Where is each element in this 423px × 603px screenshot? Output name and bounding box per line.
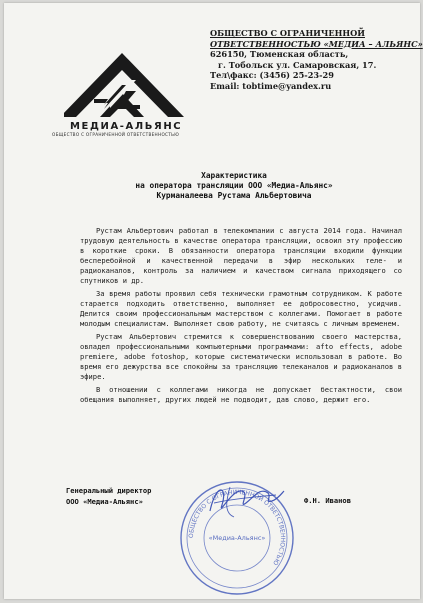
title-line-3: Курманалеева Рустама Альбертовича [156,191,312,200]
company-address-2: г. Тобольск ул. Самаровская, 17. [218,59,377,70]
company-stamp-icon [172,473,302,603]
stamp-ring-text: ОБЩЕСТВО С ОГРАНИЧЕННОЙ ОТВЕТСТВЕННОСТЬЮ [187,488,287,567]
company-line-2: ОТВЕТСТВЕННОСТЬЮ «МЕДИА – АЛЬЯНС» [210,38,423,49]
signatory-position: Генеральный директор [66,486,152,495]
signatory-name: Ф.Н. Иванов [304,496,351,505]
company-address-1: 626150, Тюменская область, [210,49,349,60]
document-body [80,226,402,408]
document-sheet [4,3,423,599]
company-phone: Тел\факс: (3456) 25-23-29 [210,70,334,81]
document-title [84,171,384,201]
company-line-1: ОБЩЕСТВО С ОГРАНИЧЕННОЙ [210,28,365,38]
title-line-2: на оператора трансляции ООО «Медиа-Альянс» [135,181,333,190]
stamp-center-text: «Медиа-Альянс» [208,534,266,542]
paragraph-3: Рустам Альбертович стремится к совершенствованию своего мастерства, овладел профессиональными компьютерными программами: afto effects, adobe premiere, adobe fotoshop, которые систематически использовал в работе. Во время его дежурства все спокойны за трансляцию телеканалов и радиоканалов в эфире. [80,332,402,381]
signatory-block [66,486,151,507]
paragraph-2: За время работы проявил себя технически грамотным сотрудником. К работе старается подходить ответственно, выполняет ее добросовестно, усидчив. Делится своим профессиональным мастерством с коллегами. Помогает в работе молодым специалистам. Выполняет свою работу, не считаясь с личным временем. [80,288,402,328]
company-email: Email: tobtime@yandex.ru [210,80,332,91]
title-line-1: Характеристика [201,171,267,180]
company-header [210,28,423,92]
paragraph-1: Рустам Альбертович работал в телекомпании с августа 2014 года. Начинал трудовую деятельность в качестве оператора трансляции, освоил эту профессию в короткие сроки. В обязанности оператора трансляции входили функции бесперебойной и качественной передачи в эфир нескольких теле- и радиоканалов, контроль за наличием и качеством сигнала приходящего со спутников и др. [80,226,402,285]
logo-name: МЕДИА-АЛЬЯНС [70,121,183,132]
paragraph-4: В отношении с коллегами никогда не допускает бестактности, свои обещания выполняет, других людей не подводит, дав слово, держит его. [80,385,402,404]
logo-subtitle: ОБЩЕСТВО С ОГРАНИЧЕННОЙ ОТВЕТСТВЕННОСТЬЮ [52,132,180,137]
signatory-company: ООО «Медиа-Альянс» [66,496,143,506]
media-alliance-logo [64,53,184,123]
